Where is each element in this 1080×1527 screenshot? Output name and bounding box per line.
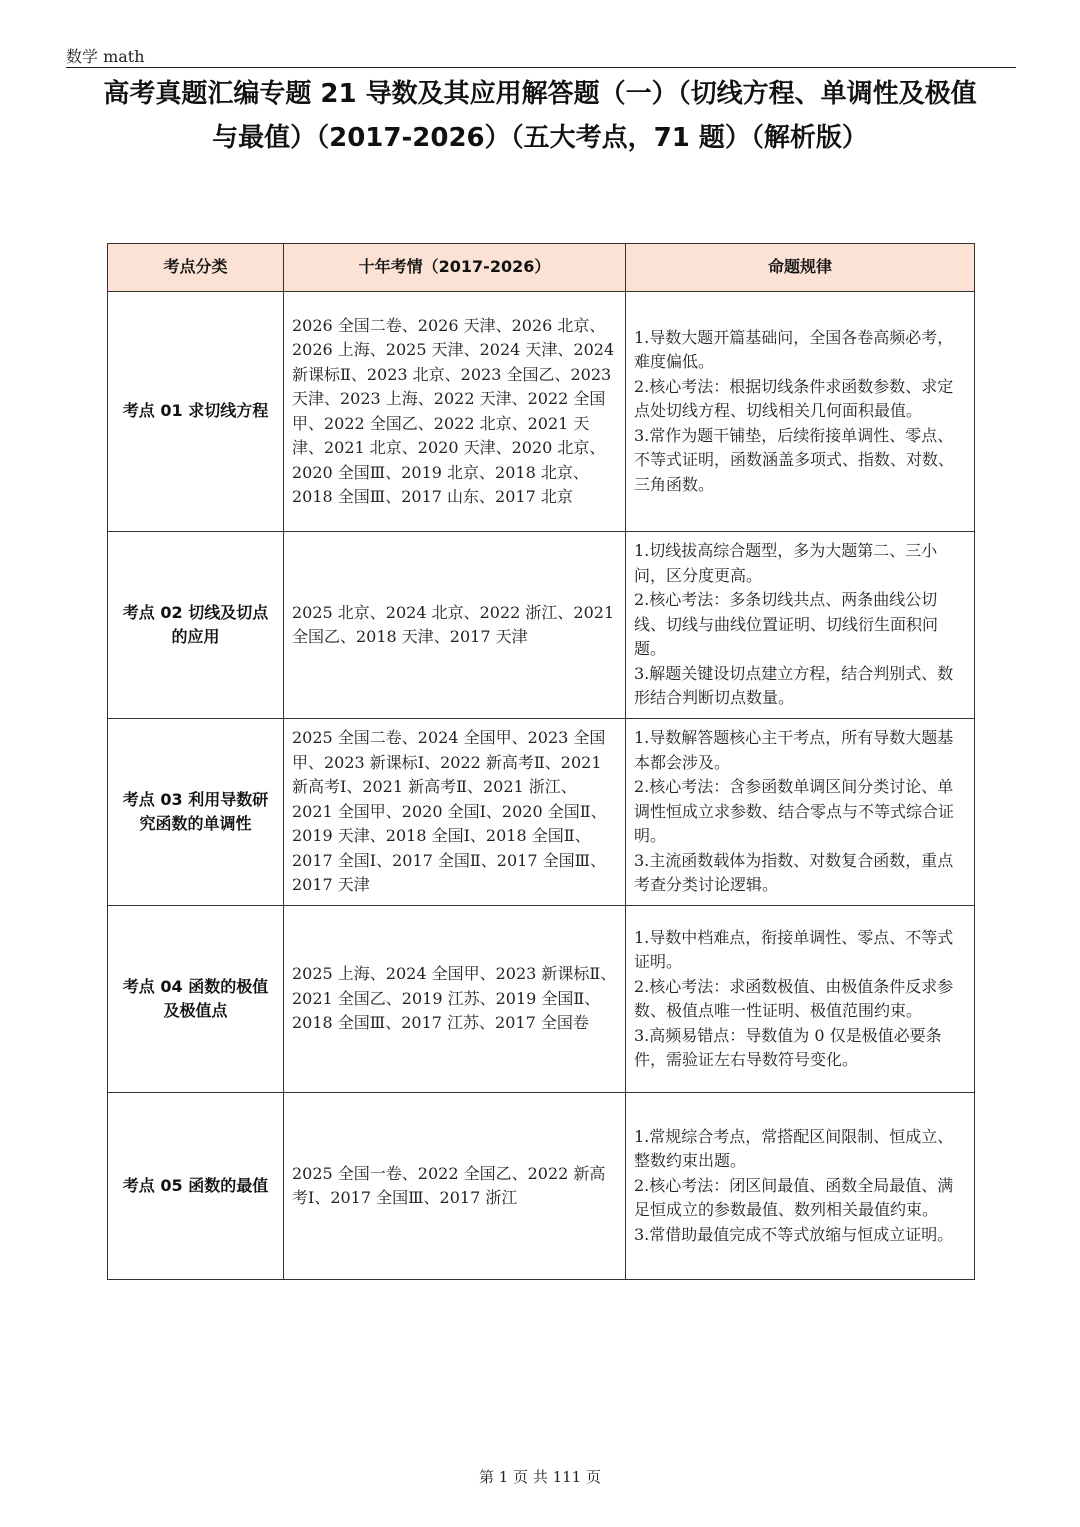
table-row <box>108 906 975 1093</box>
rule-item: 1.导数解答题核心主干考点，所有导数大题基本都会涉及。 <box>634 728 954 772</box>
rule-item: 1.导数中档难点，衔接单调性、零点、不等式证明。 <box>634 927 954 971</box>
topic-category: 考点 02 切线及切点的应用 <box>108 532 284 719</box>
title-line-2: 与最值）（2017-2026）（五大考点，71 题）（解析版） <box>212 123 868 153</box>
topic-years: 2025 北京、2024 北京、2022 浙江、2021 全国乙、2018 天津、2017 天津 <box>284 532 626 719</box>
rule-item: 3.常借助最值完成不等式放缩与恒成立证明。 <box>634 1224 954 1244</box>
rule-item: 3.主流函数载体为指数、对数复合函数，重点考查分类讨论逻辑。 <box>634 850 954 895</box>
rule-item: 3.高频易错点：导数值为 0 仅是极值必要条件，需验证左右导数符号变化。 <box>634 1025 942 1069</box>
topic-rules <box>626 906 975 1093</box>
topic-years: 2025 上海、2024 全国甲、2023 新课标Ⅱ、2021 全国乙、2019 江苏、2019 全国Ⅱ、2018 全国Ⅲ、2017 江苏、2017 全国卷 <box>284 906 626 1093</box>
rule-item: 3.解题关键设切点建立方程，结合判别式、数形结合判断切点数量。 <box>634 663 954 708</box>
rule-item: 2.核心考法：多条切线共点、两条曲线公切线、切线与曲线位置证明、切线衍生面积问题。 <box>634 590 939 659</box>
topic-rules <box>626 719 975 906</box>
table-row <box>108 292 975 532</box>
title-line-1: 高考真题汇编专题 21 导数及其应用解答题（一）（切线方程、单调性及极值 <box>103 79 977 109</box>
rule-item: 1.切线拔高综合题型，多为大题第二、三小问，区分度更高。 <box>634 541 938 585</box>
topic-category: 考点 03 利用导数研究函数的单调性 <box>108 719 284 906</box>
table-row <box>108 1093 975 1280</box>
page-number: 第 1 页 共 111 页 <box>478 1468 601 1486</box>
document-title <box>70 72 1010 160</box>
rule-item: 2.核心考法：求函数极值、由极值条件反求参数、极值点唯一性证明、极值范围约束。 <box>634 976 954 1020</box>
column-header-rules: 命题规律 <box>626 244 975 292</box>
topic-category: 考点 04 函数的极值及极值点 <box>108 906 284 1093</box>
table-header-row <box>108 244 975 292</box>
topic-years: 2025 全国一卷、2022 全国乙、2022 新高考Ⅰ、2017 全国Ⅲ、2017 浙江 <box>284 1093 626 1280</box>
topic-rules <box>626 532 975 719</box>
topic-category: 考点 05 函数的最值 <box>108 1093 284 1280</box>
topic-rules <box>626 292 975 532</box>
topic-years: 2026 全国二卷、2026 天津、2026 北京、2026 上海、2025 天津、2024 天津、2024 新课标Ⅱ、2023 北京、2023 全国乙、2023 天津、2023 上海、2022 天津、2022 全国甲、2022 全国乙、2022 北京、2021 天津、2021 北京、2020 天津、2020 北京、2020 全国Ⅲ、2019 北京、2018 北京、2018 全国Ⅲ、2017 山东、2017 北京 <box>284 292 626 532</box>
rule-item: 1.常规综合考点，常搭配区间限制、恒成立、整数约束出题。 <box>634 1126 954 1171</box>
column-header-years: 十年考情（2017-2026） <box>284 244 626 292</box>
column-header-category: 考点分类 <box>108 244 284 292</box>
topic-years: 2025 全国二卷、2024 全国甲、2023 全国甲、2023 新课标Ⅰ、2022 新高考Ⅱ、2021 新高考Ⅰ、2021 新高考Ⅱ、2021 浙江、2021 全国甲、2020 全国Ⅰ、2020 全国Ⅱ、2019 天津、2018 全国Ⅰ、2018 全国Ⅱ、2017 全国Ⅰ、2017 全国Ⅱ、2017 全国Ⅲ、2017 天津 <box>284 719 626 906</box>
table-row <box>108 532 975 719</box>
document-header-label: 数学 math <box>66 47 145 66</box>
rule-item: 2.核心考法：根据切线条件求函数参数、求定点处切线方程、切线相关几何面积最值。 <box>634 376 954 421</box>
rule-item: 2.核心考法：含参函数单调区间分类讨论、单调性恒成立求参数、结合零点与不等式综合证明。 <box>634 777 955 846</box>
rule-item: 2.核心考法：闭区间最值、函数全局最值、满足恒成立的参数最值、数列相关最值约束。 <box>634 1175 954 1220</box>
table-row <box>108 719 975 906</box>
header-divider <box>66 67 1016 68</box>
topic-rules <box>626 1093 975 1280</box>
rule-item: 1.导数大题开篇基础问，全国各卷高频必考，难度偏低。 <box>634 327 954 372</box>
topics-table <box>107 243 975 1280</box>
topic-category: 考点 01 求切线方程 <box>108 292 284 532</box>
rule-item: 3.常作为题干铺垫，后续衔接单调性、零点、不等式证明，函数涵盖多项式、指数、对数、三角函数。 <box>634 425 955 494</box>
